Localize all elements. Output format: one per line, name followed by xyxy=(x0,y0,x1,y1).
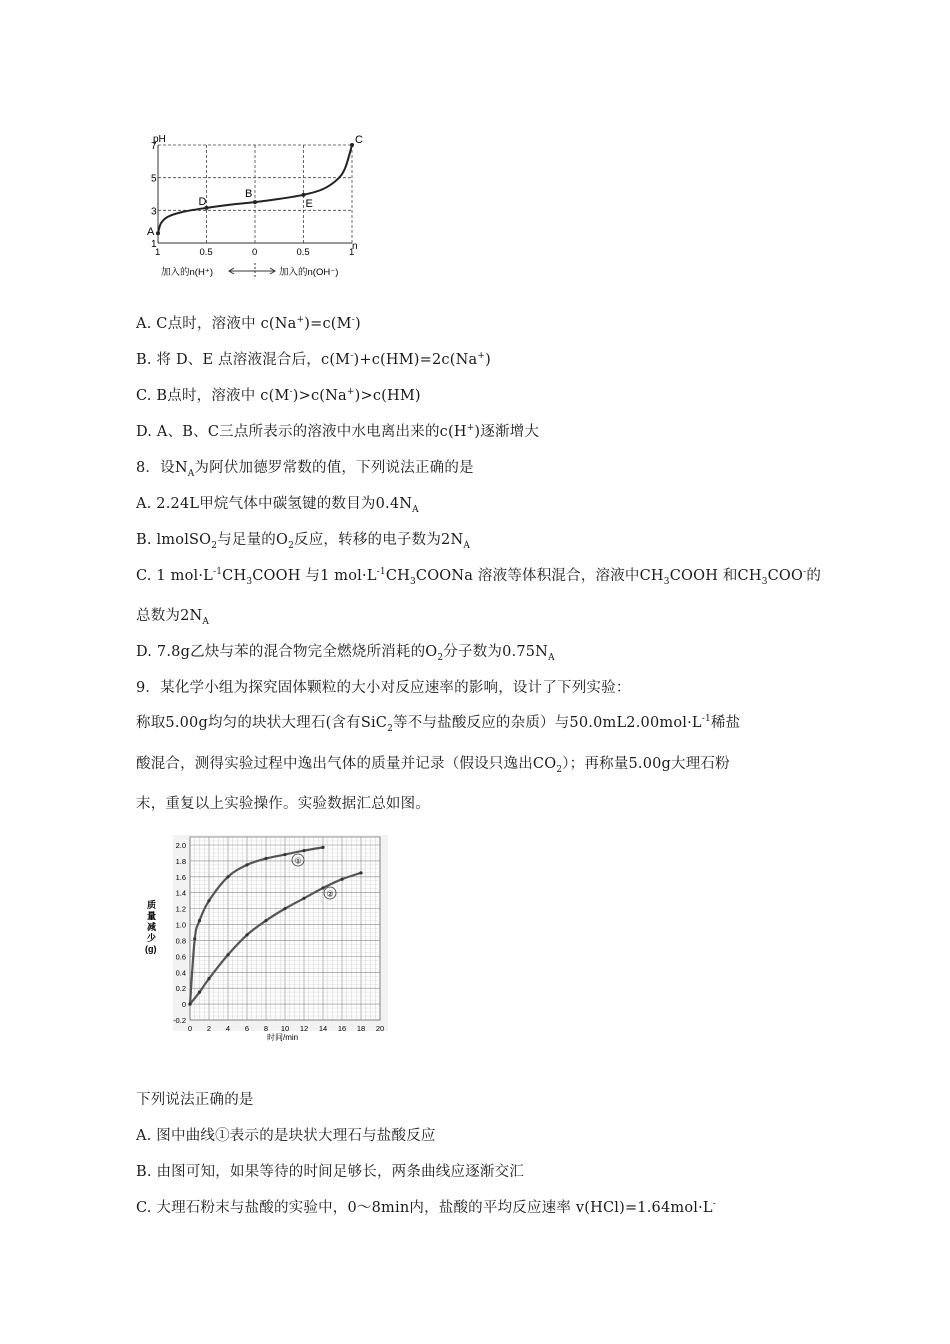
subscript: 2 xyxy=(387,723,394,734)
q8-option-b xyxy=(136,528,470,551)
point-label-c: C xyxy=(355,135,363,146)
q9-option-c xyxy=(136,1196,716,1217)
y-tick-label: 0.8 xyxy=(175,936,186,946)
superscript: + xyxy=(346,387,355,398)
superscript: - xyxy=(289,387,293,398)
subscript: 3 xyxy=(409,576,416,587)
subscript: 2 xyxy=(556,764,563,775)
superscript: + xyxy=(466,423,475,434)
q8-option-a xyxy=(136,492,419,515)
y-tick-label: 1.6 xyxy=(175,872,186,882)
x-tick-label: 10 xyxy=(280,1024,290,1033)
mass-loss-chart xyxy=(145,830,395,1050)
text-run: ）；再称量5.00g大理石粉 xyxy=(562,756,730,772)
q9-paragraph-2 xyxy=(136,752,730,775)
svg-text:①: ① xyxy=(294,856,302,866)
subscript: 2 xyxy=(437,652,444,663)
text-run: CH xyxy=(222,568,247,584)
y-tick-label: -0.2 xyxy=(173,1016,186,1025)
series-2-point xyxy=(340,878,343,881)
ph-chart-grid xyxy=(158,145,352,243)
superscript: - xyxy=(351,315,355,326)
ph-x-label-left: 加入的n(H⁺) xyxy=(161,267,213,278)
ph-y-axis-label: pH xyxy=(153,135,166,145)
subscript: 3 xyxy=(246,576,253,587)
x-tick-label: 8 xyxy=(263,1024,269,1033)
text-run: ) xyxy=(354,316,361,332)
subscript: A xyxy=(548,652,555,663)
superscript: - xyxy=(350,351,354,362)
series-1-point xyxy=(207,899,210,902)
superscript: -1 xyxy=(701,714,711,725)
q7-option-c xyxy=(136,384,421,405)
text-run: COOH 与1 mol·L xyxy=(252,568,377,584)
x-tick-label: 1 xyxy=(349,247,355,258)
subscript: 2 xyxy=(211,540,218,551)
y-tick-label: 1 xyxy=(151,239,157,250)
text-run: B. lmolSO xyxy=(136,532,212,548)
text-run: D. A、B、C三点所表示的溶液中水电离出来的c(H xyxy=(136,424,467,440)
x-tick-label: 0 xyxy=(187,1024,193,1033)
y-tick-label: 1.2 xyxy=(175,904,186,914)
q7-option-a xyxy=(136,312,361,333)
y-tick-label: 1.8 xyxy=(175,856,186,866)
q7-option-d xyxy=(136,420,539,441)
series-1-point xyxy=(226,875,229,878)
series-1-point xyxy=(321,846,324,849)
ph-chart-ticks xyxy=(151,141,354,258)
series-1-point xyxy=(283,853,286,856)
ph-chart-curve xyxy=(158,145,352,233)
text-run: 为阿伏加德罗常数的值，下列说法正确的是 xyxy=(194,460,474,476)
mass-chart-grid xyxy=(173,835,388,1031)
subscript: A xyxy=(412,504,419,515)
x-tick-label: 12 xyxy=(299,1024,309,1033)
y-tick-label: 3 xyxy=(151,206,157,218)
superscript: - xyxy=(803,567,807,578)
superscript: -1 xyxy=(376,567,386,578)
svg-text:质: 质 xyxy=(147,900,157,910)
text-run: 稀盐 xyxy=(710,715,741,731)
series-2-point xyxy=(188,1002,191,1005)
text-run: 总数为2N xyxy=(136,608,203,624)
svg-text:(g): (g) xyxy=(145,944,157,954)
q8-stem xyxy=(136,456,474,479)
series-2-point xyxy=(321,886,324,889)
text-run: 分子数为0.75N xyxy=(443,644,549,660)
text-run: 的 xyxy=(806,568,822,584)
subscript: A xyxy=(463,540,471,551)
text-run: C. 1 mol·L xyxy=(136,568,213,584)
text-run: 8．设N xyxy=(136,460,188,476)
svg-text:量: 量 xyxy=(147,911,157,921)
point-b xyxy=(253,200,257,204)
x-tick-label: 1 xyxy=(155,247,161,258)
point-c xyxy=(350,143,354,147)
point-label-d: D xyxy=(198,195,207,208)
q9-question: 下列说法正确的是 xyxy=(136,1092,254,1108)
q9-option-a: A. 图中曲线①表示的是块状大理石与盐酸反应 xyxy=(136,1128,436,1144)
series-2-point xyxy=(264,919,267,922)
subscript: A xyxy=(202,616,210,627)
x-tick-label: 2 xyxy=(206,1024,212,1033)
x-tick-label: 14 xyxy=(318,1024,328,1033)
svg-text:减: 减 xyxy=(147,922,157,932)
x-tick-label: 16 xyxy=(337,1024,347,1033)
superscript: -1 xyxy=(213,567,223,578)
text-run: B. 将 D、E 点溶液混合后，c(M xyxy=(136,352,351,368)
y-tick-label: 5 xyxy=(151,173,157,185)
x-tick-label: 20 xyxy=(375,1024,385,1033)
point-label-e: E xyxy=(305,197,313,210)
text-run: A. C点时，溶液中 c(Na xyxy=(136,316,297,332)
text-run: CH xyxy=(385,568,410,584)
q8-option-c xyxy=(136,564,821,587)
superscript: + xyxy=(296,315,305,326)
series-1-point xyxy=(264,857,267,860)
x-tick-label: 18 xyxy=(356,1024,366,1033)
text-run: COOH 和CH xyxy=(669,568,762,584)
y-tick-label: 7 xyxy=(151,141,157,152)
text-run: 称取5.00g均匀的块状大理石(含有SiC xyxy=(136,715,388,731)
text-run: 酸混合，测得实验过程中逸出气体的质量并记录（假设只逸出CO xyxy=(136,756,557,772)
superscript: + xyxy=(477,351,486,362)
x-tick-label: 0 xyxy=(252,247,258,258)
text-run: )逐渐增大 xyxy=(474,424,540,440)
x-tick-label: 4 xyxy=(225,1024,231,1033)
q9-stem: 9．某化学小组为探究固体颗粒的大小对反应速率的影响，设计了下列实验： xyxy=(136,680,631,696)
text-run: 与足量的O xyxy=(217,532,289,548)
series-1-point xyxy=(198,919,201,922)
ph-chart xyxy=(145,135,375,285)
q9-paragraph-3: 末，重复以上实验操作。实验数据汇总如图。 xyxy=(136,796,430,812)
x-tick-label: 0.5 xyxy=(296,247,310,258)
y-tick-label: 0.6 xyxy=(175,952,186,962)
y-tick-label: 1.4 xyxy=(175,888,186,898)
series-2-point xyxy=(245,933,248,936)
series-1-point xyxy=(302,849,305,852)
point-a xyxy=(156,231,160,235)
series-2-point xyxy=(359,871,362,874)
series-1-point xyxy=(193,937,196,940)
text-run: 反应，转移的电子数为2N xyxy=(294,532,464,548)
ph-x-axis-label: n xyxy=(352,241,358,252)
text-run: )>c(HM) xyxy=(354,388,421,404)
series-2-point xyxy=(302,897,305,900)
text-run: )+c(HM)=2c(Na xyxy=(353,352,478,368)
ph-x-label-right: 加入的n(OH⁻) xyxy=(279,267,339,278)
mass-y-axis-label xyxy=(145,899,157,954)
point-e xyxy=(302,193,306,197)
y-tick-label: 0 xyxy=(181,1000,186,1010)
text-run: D. 7.8g乙炔与苯的混合物完全燃烧所消耗的O xyxy=(136,644,438,660)
text-run: 等不与盐酸反应的杂质）与50.0mL2.00mol·L xyxy=(393,715,702,731)
x-tick-label: 6 xyxy=(244,1024,250,1033)
series-2-point xyxy=(207,977,210,980)
mass-x-axis-label: 时间/min xyxy=(267,1033,299,1042)
text-run: ) xyxy=(485,352,491,368)
svg-text:②: ② xyxy=(326,889,334,899)
subscript: 3 xyxy=(761,576,768,587)
ph-axis-arrows xyxy=(229,263,275,279)
text-run: C. B点时，溶液中 c(M xyxy=(136,388,290,404)
superscript: - xyxy=(712,1199,717,1210)
q9-paragraph-1 xyxy=(136,711,740,734)
svg-text:少: 少 xyxy=(147,933,157,943)
y-tick-label: 2.0 xyxy=(175,841,186,850)
y-tick-label: 0.4 xyxy=(175,968,186,978)
text-run: COONa 溶液等体积混合，溶液中CH xyxy=(415,568,664,584)
text-run: A. 2.24L甲烷气体中碳氢键的数目为0.4N xyxy=(136,496,413,512)
point-label-a: A xyxy=(147,226,155,239)
q7-option-b xyxy=(136,348,491,369)
text-run: COO xyxy=(767,568,804,584)
subscript: A xyxy=(187,468,195,479)
ph-curve-line xyxy=(158,145,352,233)
q9-option-b: B. 由图可知，如果等待的时间足够长，两条曲线应逐渐交汇 xyxy=(136,1164,524,1180)
subscript: 2 xyxy=(288,540,295,551)
x-tick-label: 0.5 xyxy=(199,247,213,258)
series-2-point xyxy=(198,991,201,994)
point-label-b: B xyxy=(245,188,253,201)
series-2-point xyxy=(283,907,286,910)
text-run: C. 大理石粉末与盐酸的实验中，0～8min内，盐酸的平均反应速率 v(HCl)=1.64mol·L xyxy=(136,1200,713,1216)
series-1-point xyxy=(245,863,248,866)
text-run: )>c(Na xyxy=(292,388,347,404)
q8-option-c-cont xyxy=(136,604,209,627)
series-2-point xyxy=(226,953,229,956)
y-tick-label: 0.2 xyxy=(175,984,186,994)
text-run: )=c(M xyxy=(304,316,352,332)
y-tick-label: 1.0 xyxy=(175,920,186,930)
subscript: 3 xyxy=(663,576,670,587)
q8-option-d xyxy=(136,640,555,663)
